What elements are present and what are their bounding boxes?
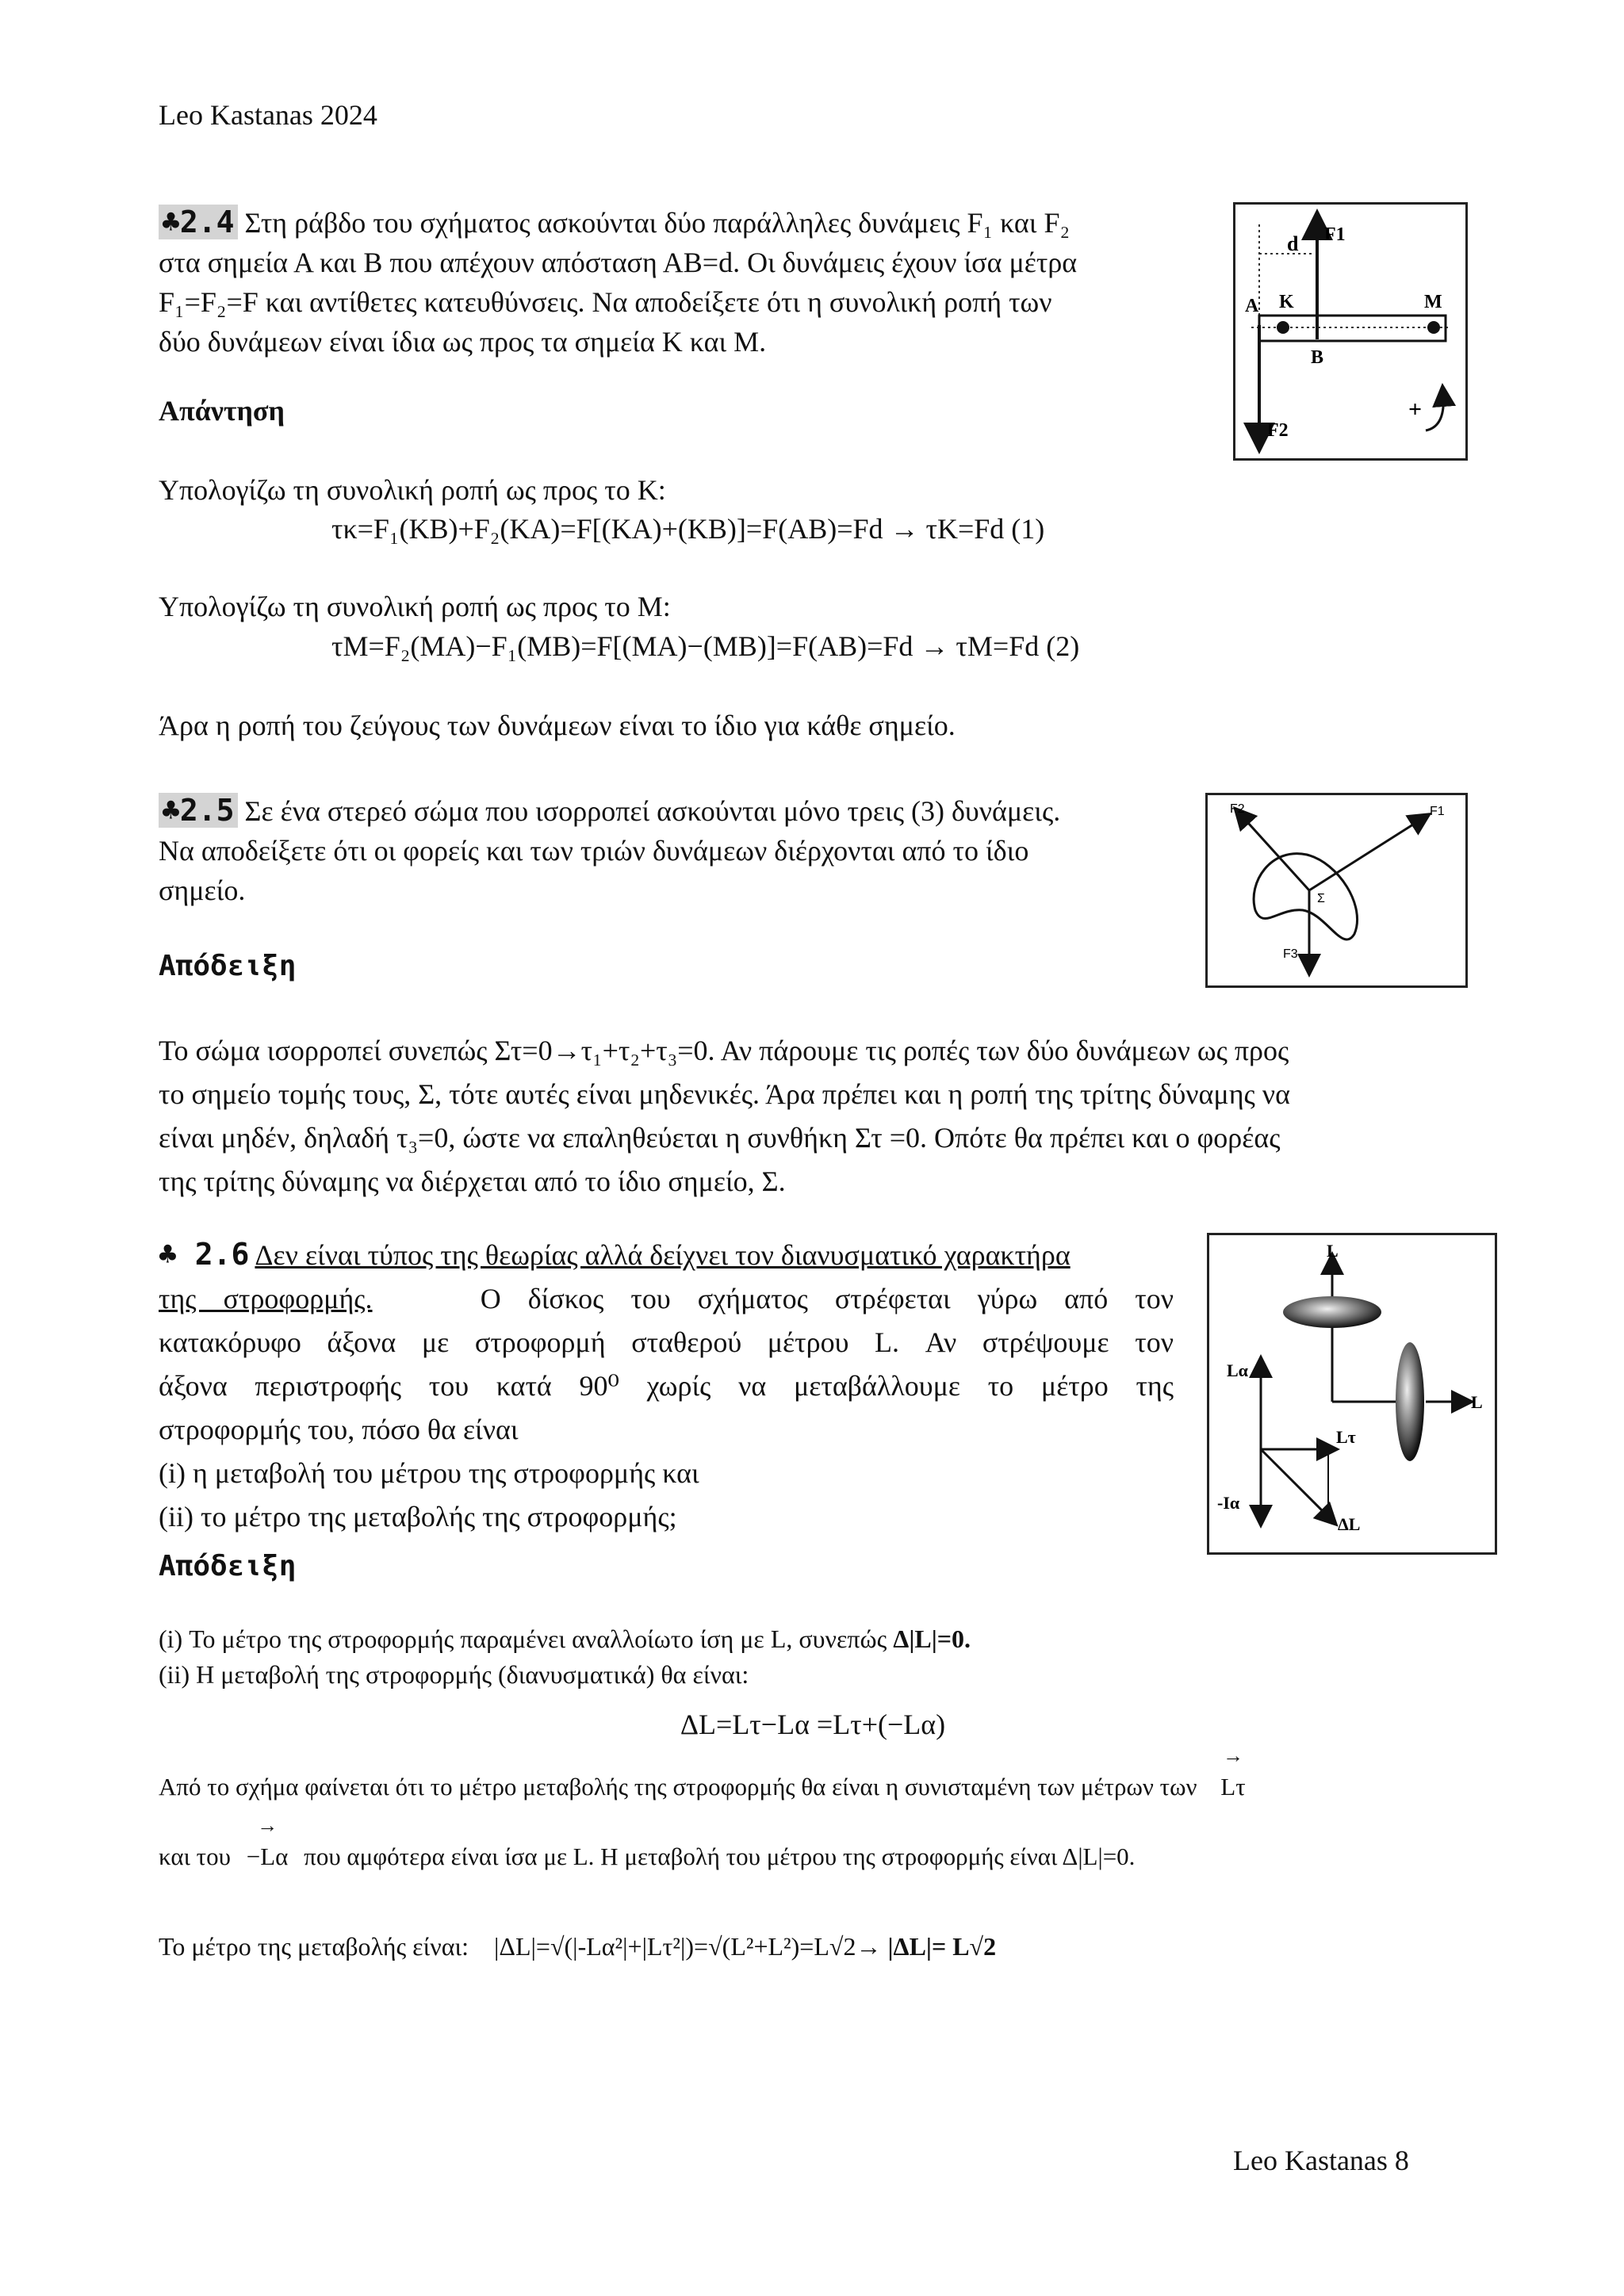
label-delta-l: ΔL [1338,1514,1361,1534]
torque-k-intro: Υπολογίζω τη συνολική ροπή ως προς το Κ: [159,474,666,506]
problem-2-6-line-7: (ii) το μέτρο της μεταβολής της στροφορμής; [159,1501,677,1533]
proof-2-5-line-3: είναι μηδέν, δηλαδή τ₃=0, ώστε να επαληθεύεται η συνθήκη Στ =0. Οπότε θα πρέπει και ο φορέας [159,1122,1281,1154]
torque-m-equation: τM=F₂(MA)−F₁(MB)=F[(MA)−(MB)]=F(AB)=Fd → τM=Fd (2) [331,630,1080,662]
problem-2-6-line-2a: της στροφορμής. [159,1283,373,1314]
problem-2-6-statement [159,1233,1174,1539]
problem-2-6-line-6: (i) η μεταβολή του μέτρου της στροφορμής και [159,1457,699,1489]
problem-2-6-line-3: κατακόρυφο άξονα με στροφορμή σταθερού μέτρου L. Αν στρέψουμε τον [159,1326,1174,1358]
problem-2-5-line-2: Να αποδείξετε ότι οι φορείς και των τριών δυνάμεων διέρχονται από το ίδιο [159,835,1029,867]
label-f2: F2 [1267,420,1289,441]
problem-2-6-line-2b: Ο δίσκος του σχήματος στρέφεται γύρω από τον [480,1283,1174,1314]
magnitude-result: |ΔL|= L√2 [887,1932,997,1961]
page-footer: Leo Kastanas 8 [1233,2145,1409,2176]
problem-2-5-line-3: σημείο. [159,874,246,906]
problem-2-4-number: ♣2.4 [159,205,238,239]
problem-2-4-line-1: Στη ράβδο του σχήματος ασκούνται δύο παράλληλες δυνάμεις F₁ και F₂ [244,207,1071,239]
proof-2-5-line-2: το σημείο τομής τους, Σ, τότε αυτές είναι μηδενικές. Άρα πρέπει και η ροπή της τρίτης δύναμης να [159,1078,1290,1110]
vector-l-tau: → Lτ [1220,1770,1245,1804]
label-f1: F1 [1324,224,1346,245]
label-minus-l-alpha: -Iα [1217,1493,1240,1513]
rotation-arrow [1426,395,1443,430]
problem-2-5-number: ♣2.5 [159,793,238,828]
problem-2-6-line-1: Δεν είναι τύπος της θεωρίας αλλά δείχνει τον διανυσματικό χαρακτήρα [255,1239,1071,1271]
couple-conclusion: Άρα η ροπή του ζεύγους των δυνάμεων είναι το ίδιο για κάθε σημείο. [159,710,956,741]
label-sigma: Σ [1317,892,1325,905]
angular-momentum-diagram [1209,1235,1495,1552]
problem-2-6-line-5: στροφορμής του, πόσο θα είναι [159,1414,519,1445]
problem-2-5-statement [159,790,1189,910]
torque-k-equation: τκ=F₁(KB)+F₂(KA)=F[(KA)+(KB)]=F(AB)=Fd → τK=Fd (1) [331,513,1045,545]
label-l-right: L [1471,1392,1483,1412]
rod-diagram [1235,205,1465,458]
figure-explanation-text-2b: που αμφότερα είναι ίσα με L. Η μεταβολή του μέτρου της στροφορμής είναι Δ|L|=0. [304,1843,1136,1870]
vertical-disk [1396,1342,1424,1461]
label-d: d [1287,232,1299,255]
point-k [1277,321,1289,334]
label-f1: F1 [1430,805,1445,818]
magnitude-line [159,1927,996,1966]
magnitude-intro: Το μέτρο της μεταβολής είναι: [159,1932,469,1961]
figure-explanation-text-2a: και του [159,1843,231,1870]
torque-m-intro: Υπολογίζω τη συνολική ροπή ως προς το Μ: [159,591,671,622]
rod-forces-figure [1233,202,1468,461]
answer-i-result: Δ|L|=0. [893,1624,971,1653]
problem-2-4-line-3: F₁=F₂=F και αντίθετες κατευθύνσεις. Να αποδείξετε ότι η συνολική ροπή των [159,286,1052,318]
answer-ii: (ii) Η μεταβολή της στροφορμής (διανυσματικά) θα είναι: [159,1660,749,1689]
force-f1-arrow [1309,819,1422,890]
figure-explanation-line-1 [159,1770,1467,1804]
proof-heading-2-6: Απόδειξη [159,1550,297,1582]
three-forces-figure [1205,793,1468,988]
point-m [1427,321,1440,334]
figure-explanation-text-1: Από το σχήμα φαίνεται ότι το μέτρο μεταβολής της στροφορμής θα είναι η συνισταμένη των μέτρων των [159,1773,1197,1800]
proof-2-5-line-4: της τρίτης δύναμης να διέρχεται από το ίδιο σημείο, Σ. [159,1165,786,1197]
label-l-tau: Lτ [1336,1427,1356,1447]
label-b: B [1311,347,1324,368]
label-f2: F2 [1230,802,1245,816]
rigid-body-shape [1254,854,1357,939]
angular-momentum-figure [1207,1233,1497,1555]
problem-2-4-statement [159,202,1213,362]
label-m: M [1424,292,1442,312]
problem-2-4-line-4: δύο δυνάμεων είναι ίδια ως προς τα σημεία K και Μ. [159,326,767,358]
vector-minus-l-alpha: → −Lα [247,1839,289,1874]
horizontal-disk [1283,1296,1381,1328]
proof-heading-2-5: Απόδειξη [159,950,297,982]
label-f3: F3 [1283,947,1298,961]
label-k: K [1279,292,1294,312]
page-header: Leo Kastanas 2024 [159,99,377,131]
problem-2-6-number: ♣ 2.6 [159,1237,250,1272]
answer-i [159,1621,971,1656]
label-a: A [1245,296,1259,316]
problem-2-6-line-4: άξονα περιστροφής του κατά 90⁰ χωρίς να μεταβάλλουμε το μέτρο της [159,1370,1174,1402]
vector-change-equation: ΔL=Lτ−Lα =Lτ+(−Lα) [680,1709,946,1740]
label-plus: + [1408,396,1423,423]
problem-2-5-line-1: Σε ένα στερεό σώμα που ισορροπεί ασκούνται μόνο τρεις (3) δυνάμεις. [244,795,1061,827]
delta-l-arrow [1261,1449,1330,1518]
problem-2-4-line-2: στα σημεία Α και Β που απέχουν απόσταση ΑΒ=d. Οι δυνάμεις έχουν ίσα μέτρα [159,247,1078,278]
label-l-top: L [1327,1241,1339,1261]
magnitude-equation: |ΔL|=√(|-Lα²|+|Lτ²|)=√(L²+L²)=L√2→ [493,1932,882,1961]
answer-i-text: (i) Το μέτρο της στροφορμής παραμένει αναλλοίωτο ίση με L, συνεπώς [159,1624,887,1653]
problem-2-5-proof [159,1029,1467,1203]
figure-explanation-line-2 [159,1839,1467,1874]
three-forces-diagram [1208,795,1465,985]
answer-heading: Απάντηση [159,395,285,427]
proof-2-5-line-1: Το σώμα ισορροπεί συνεπώς Στ=0→τ₁+τ₂+τ₃=0. Αν πάρουμε τις ροπές των δύο δυνάμεων ως προς [159,1035,1289,1066]
label-l-alpha: Lα [1227,1360,1248,1380]
